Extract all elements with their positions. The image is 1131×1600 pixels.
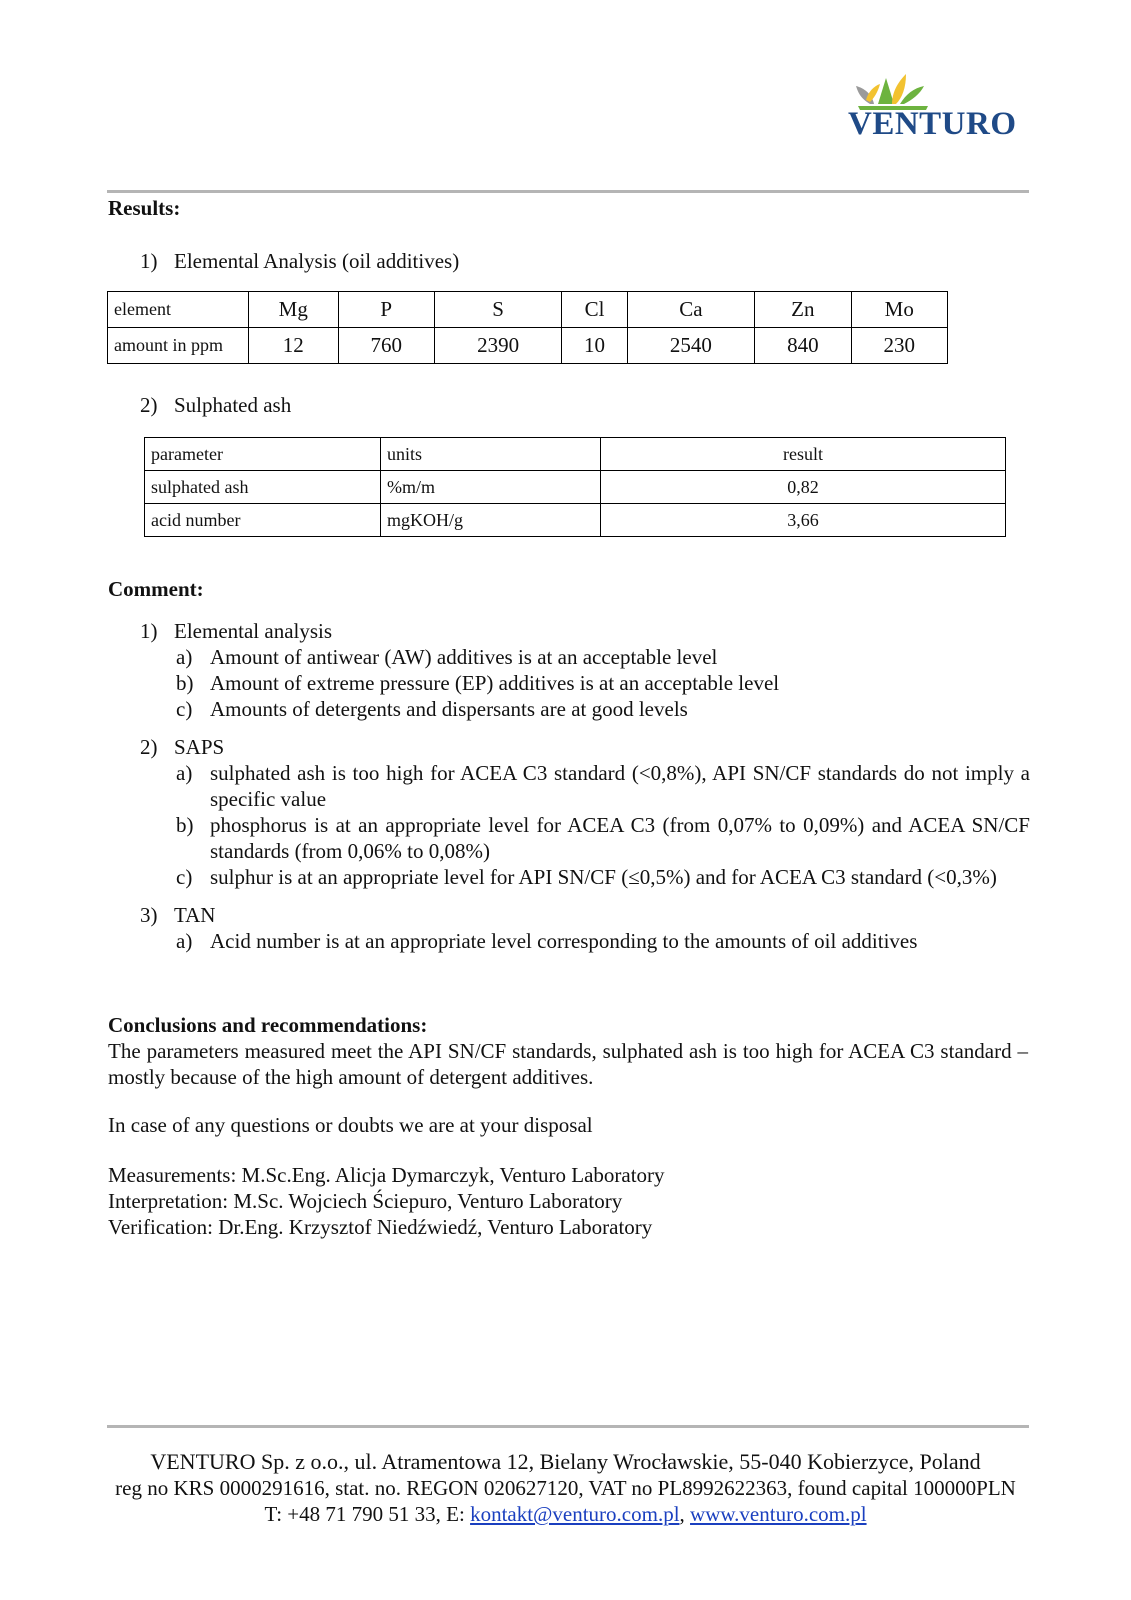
list-item (176, 644, 1030, 670)
column-header: S (434, 292, 562, 328)
item-text: Amounts of detergents and dispersants are at good levels (210, 697, 688, 721)
section-elemental-analysis-title (140, 248, 459, 274)
venturo-logo (848, 70, 1034, 143)
leaf-logo-icon (848, 70, 938, 110)
list-item (176, 670, 1030, 696)
list-item (176, 864, 1030, 890)
section-number: 2) (140, 393, 158, 417)
section-number: 3) (140, 903, 158, 927)
list-item (176, 812, 1030, 864)
item-letter: a) (176, 645, 193, 669)
footer-divider (107, 1425, 1029, 1428)
section-number: 1) (140, 619, 158, 643)
column-header: Cl (562, 292, 627, 328)
item-letter: a) (176, 761, 193, 785)
footer-contact (0, 1501, 1131, 1527)
table-row (108, 292, 948, 328)
sulphated-ash-table (144, 437, 1006, 537)
comment-section (140, 734, 1030, 890)
table-cell: 10 (562, 328, 627, 364)
signature-verification: Verification: Dr.Eng. Krzysztof Niedźwiedź, Venturo Laboratory (108, 1215, 653, 1239)
table-cell: mgKOH/g (381, 504, 601, 537)
row-label: amount in ppm (108, 328, 249, 364)
conclusions-heading: Conclusions and recommendations: (108, 1013, 428, 1037)
section-title: Elemental analysis (174, 619, 333, 643)
table-cell: 3,66 (601, 504, 1006, 537)
table-row (145, 471, 1006, 504)
comment-section (140, 902, 1030, 954)
column-header: Zn (755, 292, 851, 328)
footer-address: VENTURO Sp. z o.o., ul. Atramentowa 12, Bielany Wrocławskie, 55-040 Kobierzyce, Poland (150, 1449, 981, 1474)
table-cell: sulphated ash (145, 471, 381, 504)
column-header: Mg (249, 292, 339, 328)
column-header: Mo (851, 292, 947, 328)
footer (0, 1449, 1131, 1527)
column-header: parameter (145, 438, 381, 471)
item-letter: c) (176, 865, 193, 889)
item-letter: a) (176, 929, 193, 953)
list-item (176, 928, 1030, 954)
item-letter: b) (176, 671, 194, 695)
email-link[interactable]: kontakt@venturo.com.pl (470, 1502, 680, 1526)
table-cell: 2390 (434, 328, 562, 364)
comment-section (140, 618, 1030, 722)
section-number: 1) (140, 249, 158, 273)
section-title: SAPS (174, 735, 225, 759)
footer-separator: , (679, 1502, 691, 1526)
section-sulphated-ash-title (140, 392, 291, 418)
footer-phone: T: +48 71 790 51 33, E: (264, 1502, 471, 1526)
conclusions-text: The parameters measured meet the API SN/CF standards, sulphated ash is too high for ACEA C3 standard – mostly because of the high amount of detergent additives. (108, 1039, 1028, 1089)
item-letter: b) (176, 813, 194, 837)
brand-name: VENTURO (848, 106, 1017, 142)
signature-measurements: Measurements: M.Sc.Eng. Alicja Dymarczyk, Venturo Laboratory (108, 1163, 665, 1187)
column-header: Ca (627, 292, 755, 328)
table-cell: 0,82 (601, 471, 1006, 504)
signature-interpretation: Interpretation: M.Sc. Wojciech Ściepuro, Venturo Laboratory (108, 1189, 623, 1213)
table-cell: 230 (851, 328, 947, 364)
item-text: sulphated ash is too high for ACEA C3 standard (<0,8%), API SN/CF standards do not imply a specific value (210, 761, 1030, 811)
section-title: TAN (174, 903, 216, 927)
table-row (145, 504, 1006, 537)
item-text: Acid number is at an appropriate level corresponding to the amounts of oil additives (210, 929, 918, 953)
section-title: Sulphated ash (174, 393, 292, 417)
footer-registration: reg no KRS 0000291616, stat. no. REGON 020627120, VAT no PL8992622363, found capital 100000PLN (115, 1476, 1016, 1500)
column-header: P (338, 292, 434, 328)
list-item (176, 760, 1030, 812)
comment-heading: Comment: (108, 577, 204, 601)
item-text: Amount of antiwear (AW) additives is at an acceptable level (210, 645, 718, 669)
comment-list (140, 618, 1030, 966)
table-cell: acid number (145, 504, 381, 537)
column-header: result (601, 438, 1006, 471)
item-letter: c) (176, 697, 193, 721)
column-header: units (381, 438, 601, 471)
table-cell: 2540 (627, 328, 755, 364)
item-text: sulphur is at an appropriate level for API SN/CF (≤0,5%) and for ACEA C3 standard (<0,3%) (210, 865, 997, 889)
list-item (176, 696, 1030, 722)
table-cell: 840 (755, 328, 851, 364)
table-cell: 760 (338, 328, 434, 364)
section-number: 2) (140, 735, 158, 759)
header-divider (107, 190, 1029, 193)
item-text: phosphorus is at an appropriate level for ACEA C3 (from 0,07% to 0,09%) and ACEA SN/CF standards (from 0,06% to 0,08%) (210, 813, 1030, 863)
section-title: Elemental Analysis (oil additives) (174, 249, 460, 273)
table-cell: 12 (249, 328, 339, 364)
row-label: element (108, 292, 249, 328)
conclusions-block (108, 1012, 1028, 1240)
table-row (145, 438, 1006, 471)
disposal-note: In case of any questions or doubts we are at your disposal (108, 1113, 593, 1137)
table-row (108, 328, 948, 364)
item-text: Amount of extreme pressure (EP) additives is at an acceptable level (210, 671, 780, 695)
elemental-analysis-table (107, 291, 948, 364)
results-heading: Results: (108, 196, 181, 220)
table-cell: %m/m (381, 471, 601, 504)
website-link[interactable]: www.venturo.com.pl (690, 1502, 867, 1526)
